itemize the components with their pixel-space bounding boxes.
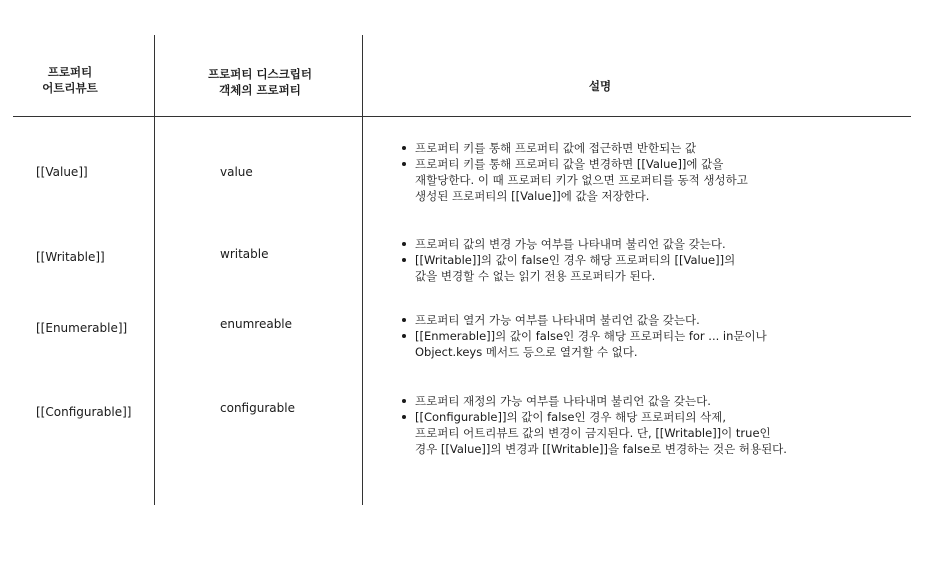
row-configurable-descriptor: configurable: [220, 401, 295, 415]
row-enumerable-descriptor: enumreable: [220, 317, 293, 331]
bullet-icon: [402, 334, 406, 338]
list-item: [[Enmerable]]의 값이 false인 경우 해당 프로퍼티는 for ... in문이나 Object.keys 메서드 등으로 열거할 수 없다.: [400, 328, 890, 360]
bullet-icon: [402, 146, 406, 150]
row-writable-descriptor: writable: [220, 247, 269, 261]
row-writable-description: [400, 236, 890, 284]
header-description: 설명: [588, 79, 612, 93]
bullet-icon: [402, 258, 406, 262]
row-value-attribute: [[Value]]: [36, 165, 88, 179]
list-item: 프로퍼티 키를 통해 프로퍼티 값에 접근하면 반한되는 값: [400, 140, 890, 156]
list-item: 프로퍼티 키를 통해 프로퍼티 값을 변경하면 [[Value]]에 값을 재할당한다. 이 때 프로퍼티 키가 없으면 프로퍼티를 동적 생성하고 생성된 프로퍼티의 [[Value]]에 값을 저장한다.: [400, 156, 890, 204]
row-configurable-description: [400, 393, 890, 457]
bullet-icon: [402, 318, 406, 322]
header-descriptor-property: 프로퍼티 디스크립터 객체의 프로퍼티: [208, 67, 312, 97]
row-configurable-attribute: [[Configurable]]: [36, 405, 132, 419]
header-divider: [13, 116, 911, 117]
row-writable-attribute: [[Writable]]: [36, 250, 105, 264]
list-item: 프로퍼티 값의 변경 가능 여부를 나타내며 불리언 값을 갖는다.: [400, 236, 890, 252]
list-item: 프로퍼티 열거 가능 여부를 나타내며 불리언 값을 갖는다.: [400, 312, 890, 328]
bullet-icon: [402, 242, 406, 246]
row-value-descriptor: value: [220, 165, 253, 179]
row-enumerable-description: [400, 312, 890, 360]
column-divider: [154, 35, 155, 505]
column-divider: [362, 35, 363, 505]
list-item: [[Configurable]]의 값이 false인 경우 해당 프로퍼티의 삭제, 프로퍼티 어트리뷰트 값의 변경이 금지된다. 단, [[Writable]]이 true인 경우 [[Value]]의 변경과 [[Writable]]을 false로 변경하는 것은 허용된다.: [400, 409, 890, 457]
list-item: [[Writable]]의 값이 false인 경우 해당 프로퍼티의 [[Value]]의 값을 변경할 수 없는 읽기 전용 프로퍼티가 된다.: [400, 252, 890, 284]
list-item: 프로퍼티 재정의 가능 여부를 나타내며 불리언 값을 갖는다.: [400, 393, 890, 409]
bullet-icon: [402, 162, 406, 166]
row-value-description: [400, 140, 890, 204]
bullet-icon: [402, 399, 406, 403]
bullet-icon: [402, 415, 406, 419]
row-enumerable-attribute: [[Enumerable]]: [36, 321, 128, 335]
header-property-attribute: 프로퍼티 어트리뷰트: [42, 65, 98, 95]
